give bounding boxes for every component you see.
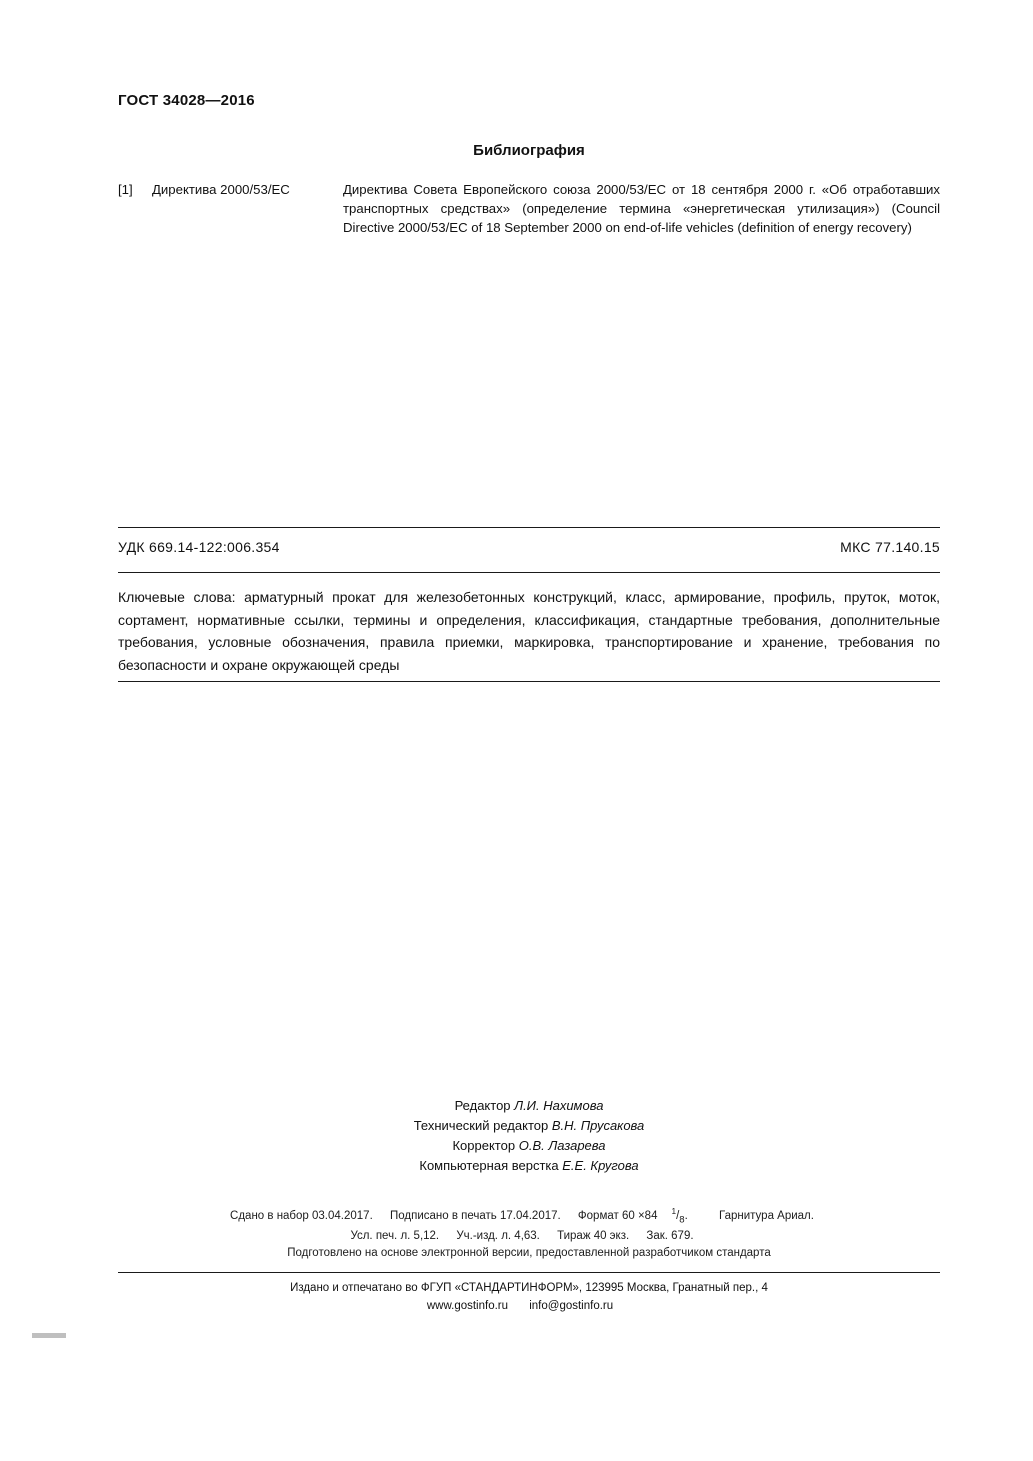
credits-corrector	[118, 1136, 940, 1156]
udk-code: УДК 669.14-122:006.354	[118, 539, 280, 555]
credits-tech-editor-label: Технический редактор	[413, 1118, 549, 1133]
imprint-signed: Подписано в печать 17.04.2017.	[389, 1209, 561, 1222]
imprint-format-denominator: 8	[679, 1214, 685, 1226]
credits-layout	[118, 1156, 940, 1176]
imprint-line-1	[118, 1203, 940, 1228]
keywords-paragraph: Ключевые слова: арматурный прокат для железобетонных конструкций, класс, армирование, профиль, пруток, моток, сортамент, нормативные ссылки, термины и определения, классификация, стандартные требования, дополнительные требования, условные обозначения, правила приемки, маркировка, транспортирование и хранение, требования по безопасности и охране окружающей среды	[118, 589, 940, 673]
publisher-line: Издано и отпечатано во ФГУП «СТАНДАРТИНФОРМ», 123995 Москва, Гранатный пер., 4	[290, 1282, 768, 1294]
imprint-typeset: Сдано в набор 03.04.2017.	[230, 1209, 373, 1222]
credits-editor-name: Л.И. Нахимова	[514, 1098, 604, 1113]
credits-corrector-name: О.В. Лазарева	[518, 1138, 606, 1153]
divider-middle	[118, 572, 940, 573]
page-content	[118, 0, 940, 1461]
imprint-format: Формат 60 ×84 $^1/_8$.	[577, 1207, 688, 1226]
standard-number-header: ГОСТ 34028—2016	[118, 92, 255, 109]
divider-bottom	[118, 681, 940, 682]
credits-corrector-label: Корректор	[452, 1138, 516, 1153]
credits-tech-editor	[118, 1116, 940, 1136]
bibliography-entry-reference: Директива 2000/53/EC	[152, 182, 290, 197]
imprint-format-numerator: 1	[671, 1207, 677, 1216]
imprint-format-label: Формат 60 ×84	[577, 1209, 658, 1222]
imprint-order: Зак. 679.	[646, 1230, 694, 1243]
imprint-note: Подготовлено на основе электронной версии, предоставленной разработчиком стандарта	[287, 1247, 771, 1260]
imprint-block	[118, 1203, 940, 1262]
credits-layout-name: Е.Е. Кругова	[562, 1158, 639, 1173]
divider-top	[118, 527, 940, 528]
bibliography-entry-number: [1]	[118, 182, 133, 197]
credits-tech-editor-name: В.Н. Прусакова	[551, 1118, 645, 1133]
credits-layout-label: Компьютерная верстка	[419, 1158, 559, 1173]
imprint-line-2	[118, 1228, 940, 1245]
mks-code: МКС 77.140.15	[840, 539, 940, 555]
imprint-pub-sheets: Уч.-изд. л. 4,63.	[456, 1230, 540, 1243]
publisher-contacts	[118, 1297, 940, 1315]
publisher-website[interactable]: www.gostinfo.ru	[426, 1300, 509, 1312]
bibliography-heading: Библиография	[473, 142, 585, 159]
bibliography-entry-text: Директива Совета Европейского союза 2000/53/EC от 18 сентября 2000 г. «Об отработавших транспортных средствах» (определение термина «энергетическая утилизация») (Council Directive 2000/53/EC of 18 September 2000 on end-of-life vehicles (definition of energy recovery)	[343, 182, 940, 235]
publisher-block	[118, 1279, 940, 1315]
credits-editor	[118, 1096, 940, 1116]
credits-block	[118, 1096, 940, 1176]
imprint-format-tail: .	[684, 1209, 688, 1222]
divider-publisher	[118, 1272, 940, 1273]
imprint-typeface: Гарнитура Ариал.	[719, 1209, 814, 1222]
scan-artifact	[32, 1333, 66, 1338]
imprint-print-sheets: Усл. печ. л. 5,12.	[350, 1230, 440, 1243]
imprint-circulation: Тираж 40 экз.	[557, 1230, 630, 1243]
credits-editor-label: Редактор	[454, 1098, 511, 1113]
publisher-email[interactable]: info@gostinfo.ru	[529, 1300, 614, 1312]
